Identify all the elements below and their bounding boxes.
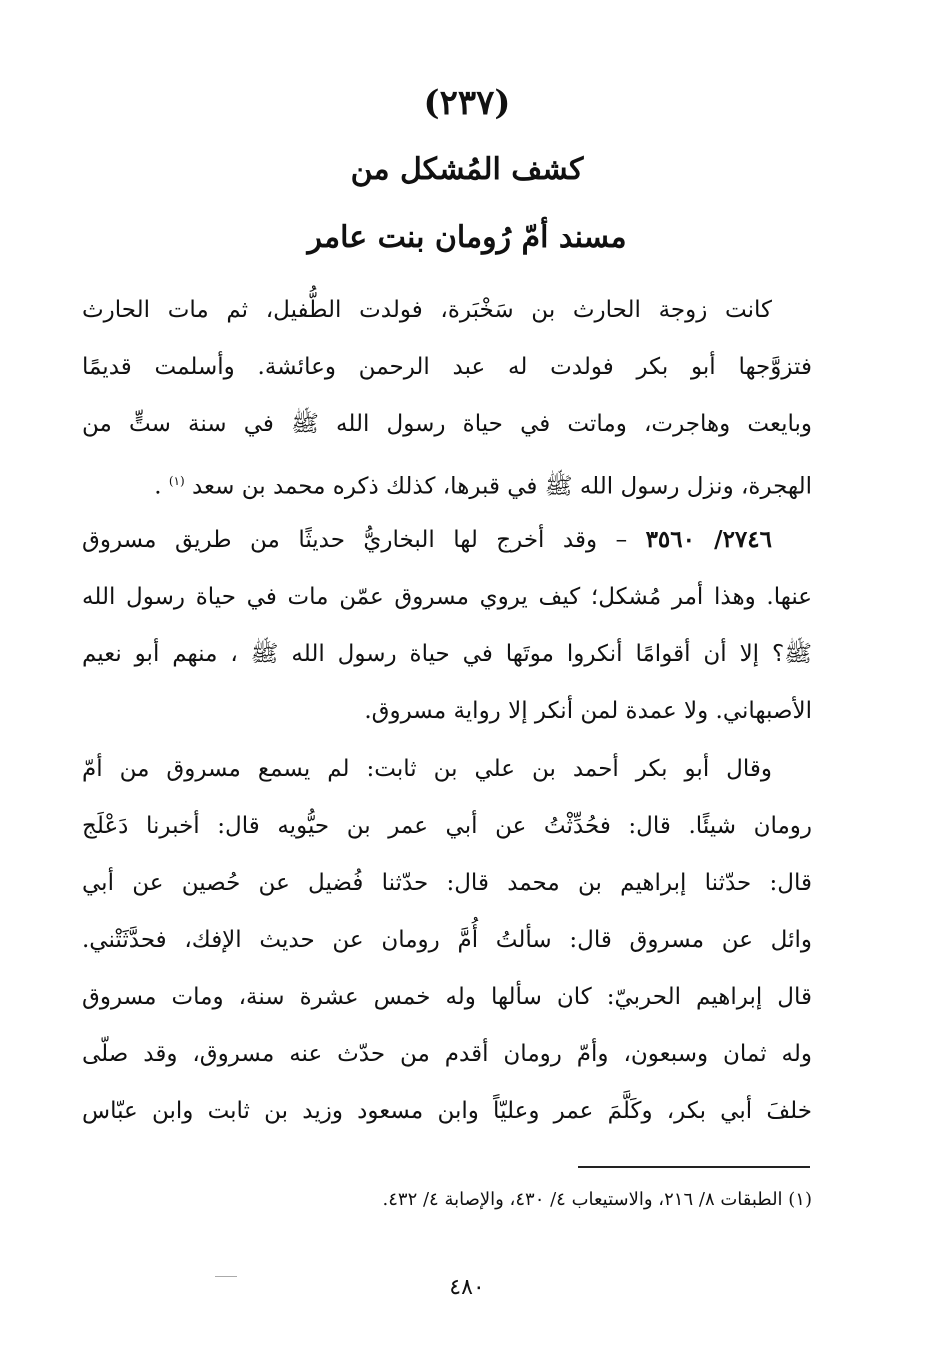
text-line: وقال أبو بكر أحمد بن علي بن ثابت: لم يسمع مسروق من أمّ (82, 756, 772, 782)
paragraph-hadith (82, 511, 812, 740)
text-line: عنها. وهذا أمر مُشكل؛ كيف يروي مسروق عمّن مات في حياة رسول الله (82, 584, 812, 610)
text-line: كانت زوجة الحارث بن سَخْبَرة، فولدت الطُّفيل، ثم مات الحارث (82, 297, 772, 323)
text-line-content: – وقد أخرج لها البخاريُّ حديثًا من طريق مسروق (82, 527, 628, 553)
hadith-number: ٢٧٤٦/ ٣٥٦٠ (645, 526, 772, 553)
text-line: وبايعت وهاجرت، وماتت في حياة رسول الله ﷺ في سنة ستٍّ من (82, 411, 812, 437)
text-line-content: الهجرة، ونزل رسول الله ﷺ في قبرها، كذلك ذكره محمد بن سعد (191, 473, 812, 500)
text-line (82, 511, 812, 569)
text-line: ﷺ؟ إلا أن أقوامًا أنكروا موتَها في حياة رسول الله ﷺ ، منهم أبو نعيم (82, 641, 812, 667)
footnote-marker: (١) (168, 474, 185, 488)
section-title: كشف المُشكل من (350, 152, 584, 187)
paragraph-biography (82, 282, 812, 516)
footnote: (١) الطبقات ٨/ ٢١٦، والاستيعاب ٤/ ٤٣٠، والإصابة ٤/ ٤٣٢. (382, 1189, 812, 1210)
page-number: ٤٨٠ (449, 1275, 485, 1300)
paragraph-discussion (82, 741, 812, 1140)
text-line: قال: حدّثنا إبراهيم بن محمد قال: حدّثنا فُضيل عن حُصين عن أبي (82, 870, 812, 896)
section-subtitle: مسند أمّ رُومان بنت عامر (307, 220, 627, 255)
text-line: خلفَ أبي بكر، وكَلَّمَ عمر وعليّاً وابن مسعود وزيد بن ثابت وابن عبّاس (82, 1098, 812, 1124)
text-line: رومان شيئًا. قال: فحُدِّثْتُ عن أبي عمر بن حيُّويه قال: أخبرنا دَعْلَج (82, 813, 812, 839)
text-line: الأصبهاني. ولا عمدة لمن أنكر إلا رواية مسروق. (364, 698, 812, 724)
text-line: الهجرة، ونزل رسول الله ﷺ في قبرها، كذلك ذكره محمد بن سعد $^{(١)}$ . (154, 473, 812, 500)
text-line: وائل عن مسروق قال: سألتُ أُمَّ رومان عن حديث الإفك، فحدَّثَتْني. (82, 927, 812, 953)
chapter-number: (٢٣٧) (423, 83, 511, 123)
text-line: قال إبراهيم الحربيّ: كان سألها وله خمس عشرة سنة، ومات مسروق (82, 984, 812, 1010)
footnote-separator (578, 1166, 810, 1168)
text-line: وله ثمان وسبعون، وأمّ رومان أقدم من حدّث عنه مسروق، وقد صلّى (82, 1041, 812, 1067)
text-line: فتزوَّجها أبو بكر فولدت له عبد الرحمن وعائشة. وأسلمت قديمًا (82, 354, 812, 380)
